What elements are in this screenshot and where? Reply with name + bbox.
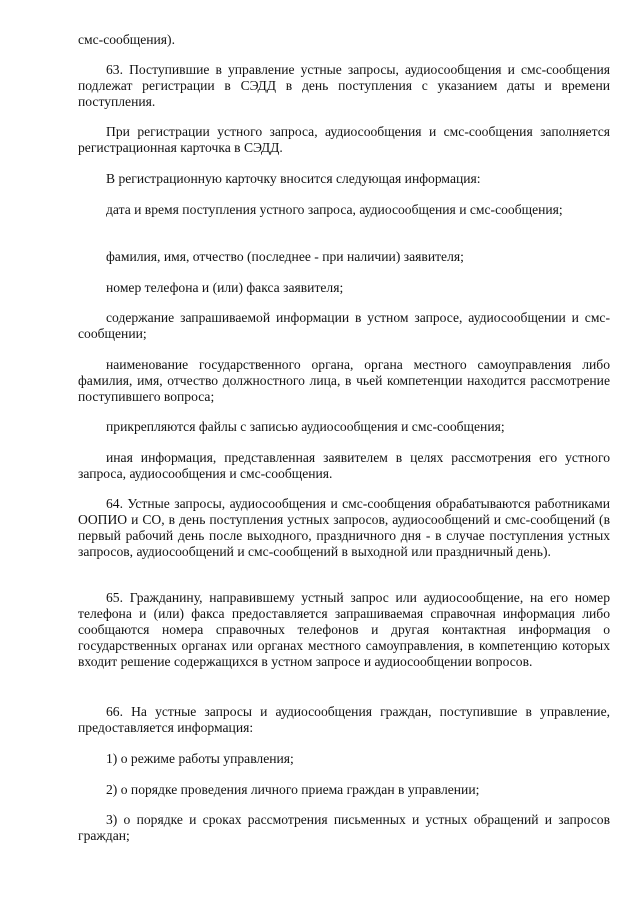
paragraph-64: 64. Устные запросы, аудиосообщения и смс-сообщения обрабатываются работниками ООПИО и СО, в день поступления устных запросов, аудиосообщений и смс-сообщений (в первый рабочий день после выходного, праздничного дня - в случае поступления устных запросов, аудиосообщений и смс-сообщений в выходной или праздничный день). — [78, 496, 610, 559]
list-item-full-name: фамилия, имя, отчество (последнее - при наличии) заявителя; — [106, 249, 464, 264]
list-item-personal-reception: 2) о порядке проведения личного приема граждан в управлении; — [106, 782, 480, 797]
list-item-phone-fax: номер телефона и (или) факса заявителя; — [106, 280, 344, 295]
list-item-other-info: иная информация, представленная заявителем в целях рассмотрения его устного запроса, аудиосообщения и смс-сообщения. — [78, 450, 610, 481]
paragraph-registration-card: При регистрации устного запроса, аудиосообщения и смс-сообщения заполняется регистрационная карточка в СЭДД. — [78, 124, 610, 155]
list-item-review-procedure: 3) о порядке и сроках рассмотрения письменных и устных обращений и запросов граждан; — [78, 812, 610, 843]
paragraph-63: 63. Поступившие в управление устные запросы, аудиосообщения и смс-сообщения подлежат регистрации в СЭДД в день поступления с указанием даты и времени поступления. — [78, 62, 610, 109]
list-item-date-time: дата и время поступления устного запроса, аудиосообщения и смс-сообщения; — [106, 202, 563, 217]
list-item-authority: наименование государственного органа, органа местного самоуправления либо фамилия, имя, отчество должностного лица, в чьей компетенции находится рассмотрение поступившего вопроса; — [78, 357, 610, 404]
paragraph-66: 66. На устные запросы и аудиосообщения граждан, поступившие в управление, предоставляется информация: — [78, 704, 610, 735]
list-item-working-hours: 1) о режиме работы управления; — [106, 751, 294, 766]
paragraph-card-info-intro: В регистрационную карточку вносится следующая информация: — [106, 171, 481, 186]
paragraph-65: 65. Гражданину, направившему устный запрос или аудиосообщение, на его номер телефона и (или) факса предоставляется запрашиваемая справочная информация либо сообщаются номера справочных телефонов и другая контактная информация о государственных органах или органах местного самоуправления, в компетенцию которых входит решение содержащихся в устном запросе и аудиосообщении вопросов. — [78, 590, 610, 669]
list-item-attached-files: прикрепляются файлы с записью аудиосообщения и смс-сообщения; — [106, 419, 505, 434]
list-item-request-content: содержание запрашиваемой информации в устном запросе, аудиосообщении и смс-сообщении; — [78, 310, 610, 341]
paragraph-continuation: смс-сообщения). — [78, 32, 175, 47]
